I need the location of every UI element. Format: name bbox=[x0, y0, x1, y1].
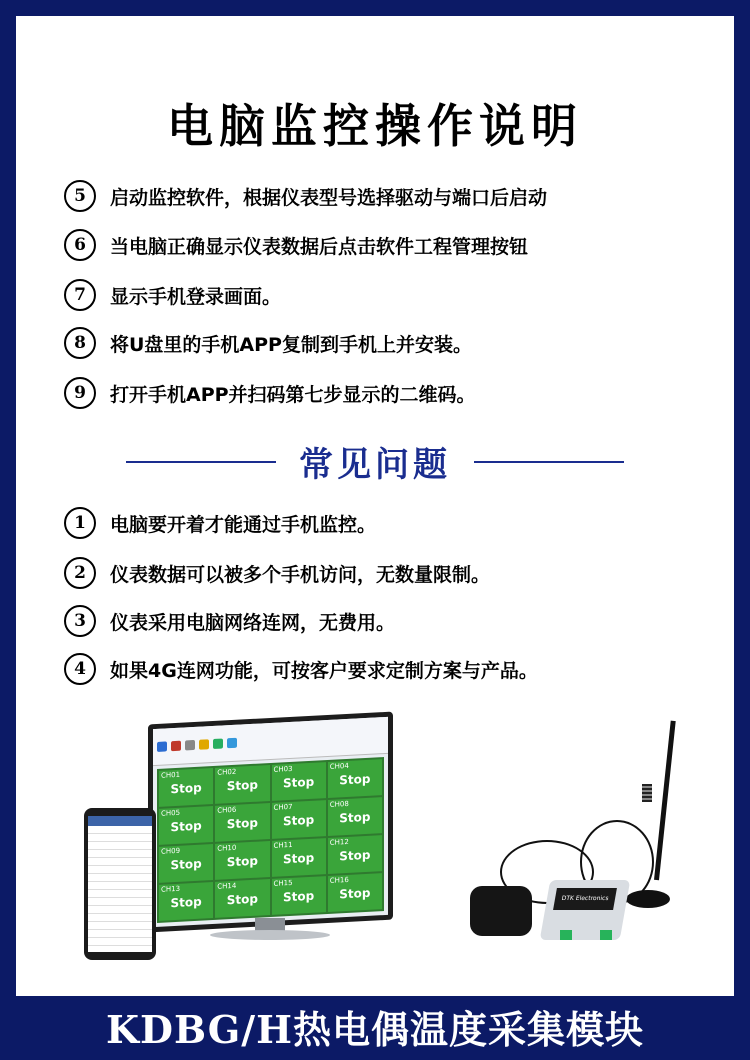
channel-label: CH12 bbox=[329, 837, 349, 847]
export-icon bbox=[227, 738, 237, 749]
channel-cell bbox=[159, 844, 213, 883]
channel-grid bbox=[157, 757, 384, 923]
channel-status: Stop bbox=[339, 809, 371, 826]
step-number: 9 bbox=[64, 377, 96, 409]
faq-item-1 bbox=[64, 507, 376, 539]
phone-list-row bbox=[88, 922, 152, 930]
channel-cell bbox=[328, 797, 382, 836]
channel-status: Stop bbox=[170, 818, 202, 835]
channel-label: CH08 bbox=[329, 799, 349, 809]
phone-list-row bbox=[88, 874, 152, 882]
phone-list-row bbox=[88, 914, 152, 922]
faq-item-3 bbox=[64, 605, 395, 637]
channel-label: CH03 bbox=[273, 764, 293, 774]
channel-cell bbox=[272, 800, 326, 839]
divider-right bbox=[474, 461, 624, 463]
step-6 bbox=[64, 229, 528, 261]
monitor-image bbox=[148, 712, 393, 933]
step-9 bbox=[64, 377, 476, 409]
settings-icon bbox=[185, 740, 195, 751]
play-icon bbox=[157, 741, 167, 752]
faq-title: 常见问题 bbox=[299, 445, 451, 485]
phone-image bbox=[84, 808, 156, 960]
terminal-block bbox=[600, 930, 612, 940]
page-title: 电脑监控操作说明 bbox=[167, 99, 583, 153]
channel-cell bbox=[272, 838, 326, 877]
faq-text: 电脑要开着才能通过手机监控。 bbox=[110, 513, 377, 536]
faq-text: 如果4G连网功能，可按客户要求定制方案与产品。 bbox=[110, 659, 538, 682]
step-text: 当电脑正确显示仪表数据后点击软件工程管理按钮 bbox=[110, 235, 529, 258]
step-number: 7 bbox=[64, 279, 96, 311]
channel-label: CH13 bbox=[161, 884, 181, 894]
channel-cell bbox=[159, 768, 213, 807]
channel-status: Stop bbox=[226, 815, 258, 832]
channel-status: Stop bbox=[283, 812, 315, 829]
phone-list-row bbox=[88, 826, 152, 834]
faq-number: 2 bbox=[64, 557, 96, 589]
step-text: 显示手机登录画面。 bbox=[110, 285, 282, 308]
phone-list-row bbox=[88, 890, 152, 898]
channel-label: CH16 bbox=[329, 875, 349, 885]
channel-status: Stop bbox=[170, 856, 202, 873]
chart-icon bbox=[213, 738, 223, 749]
step-5 bbox=[64, 180, 547, 212]
channel-status: Stop bbox=[339, 771, 371, 788]
step-7 bbox=[64, 279, 281, 311]
faq-item-4 bbox=[64, 653, 538, 685]
divider-left bbox=[126, 461, 276, 463]
step-number: 8 bbox=[64, 327, 96, 359]
channel-label: CH02 bbox=[217, 767, 237, 777]
step-number: 6 bbox=[64, 229, 96, 261]
step-text: 将U盘里的手机APP复制到手机上并安装。 bbox=[110, 333, 472, 356]
monitor-stand bbox=[210, 930, 330, 940]
channel-status: Stop bbox=[283, 774, 315, 791]
terminal-block bbox=[560, 930, 572, 940]
footer-title: KDBG/H热电偶温度采集模块 bbox=[105, 1007, 645, 1052]
faq-text: 仪表采用电脑网络连网，无费用。 bbox=[110, 611, 396, 634]
stop-icon bbox=[171, 741, 181, 752]
channel-status: Stop bbox=[226, 777, 258, 794]
power-adapter-image bbox=[470, 886, 532, 936]
channel-status: Stop bbox=[170, 780, 202, 797]
faq-heading bbox=[0, 437, 750, 486]
channel-cell bbox=[215, 841, 269, 880]
step-text: 启动监控软件，根据仪表型号选择驱动与端口后启动 bbox=[110, 186, 548, 209]
phone-list-row bbox=[88, 842, 152, 850]
channel-label: CH14 bbox=[217, 881, 237, 891]
step-text: 打开手机APP并扫码第七步显示的二维码。 bbox=[110, 383, 476, 406]
channel-label: CH05 bbox=[161, 808, 181, 818]
channel-label: CH15 bbox=[273, 878, 293, 888]
channel-status: Stop bbox=[226, 853, 258, 870]
channel-status: Stop bbox=[226, 891, 258, 908]
module-label: DTK Electronics bbox=[553, 888, 617, 910]
phone-list-row bbox=[88, 906, 152, 914]
channel-cell bbox=[272, 876, 326, 915]
channel-cell bbox=[328, 873, 382, 912]
phone-list-row bbox=[88, 834, 152, 842]
phone-list bbox=[88, 826, 152, 952]
channel-cell bbox=[272, 762, 326, 801]
phone-list-row bbox=[88, 882, 152, 890]
phone-screen bbox=[88, 816, 152, 952]
channel-cell bbox=[328, 835, 382, 874]
channel-status: Stop bbox=[339, 885, 371, 902]
faq-number: 4 bbox=[64, 653, 96, 685]
folder-icon bbox=[199, 739, 209, 750]
faq-number: 1 bbox=[64, 507, 96, 539]
phone-list-row bbox=[88, 858, 152, 866]
faq-item-2 bbox=[64, 557, 490, 589]
channel-label: CH10 bbox=[217, 843, 237, 853]
step-number: 5 bbox=[64, 180, 96, 212]
channel-label: CH04 bbox=[329, 761, 349, 771]
phone-list-row bbox=[88, 866, 152, 874]
software-screen bbox=[153, 717, 388, 927]
channel-label: CH11 bbox=[273, 840, 293, 850]
step-8 bbox=[64, 327, 472, 359]
faq-text: 仪表数据可以被多个手机访问，无数量限制。 bbox=[110, 563, 491, 586]
channel-cell bbox=[328, 759, 382, 798]
antenna-coil bbox=[642, 784, 652, 802]
channel-label: CH06 bbox=[217, 805, 237, 815]
channel-cell bbox=[215, 879, 269, 918]
channel-label: CH09 bbox=[161, 846, 181, 856]
channel-cell bbox=[159, 806, 213, 845]
channel-status: Stop bbox=[283, 888, 315, 905]
channel-cell bbox=[159, 882, 213, 921]
channel-label: CH07 bbox=[273, 802, 293, 812]
phone-list-row bbox=[88, 850, 152, 858]
channel-status: Stop bbox=[170, 894, 202, 911]
channel-status: Stop bbox=[283, 850, 315, 867]
channel-status: Stop bbox=[339, 847, 371, 864]
phone-app-bar bbox=[88, 816, 152, 826]
channel-cell bbox=[215, 803, 269, 842]
phone-list-row bbox=[88, 946, 152, 952]
phone-list-row bbox=[88, 938, 152, 946]
phone-list-row bbox=[88, 898, 152, 906]
faq-number: 3 bbox=[64, 605, 96, 637]
phone-list-row bbox=[88, 930, 152, 938]
channel-label: CH01 bbox=[161, 770, 181, 780]
channel-cell bbox=[215, 765, 269, 804]
